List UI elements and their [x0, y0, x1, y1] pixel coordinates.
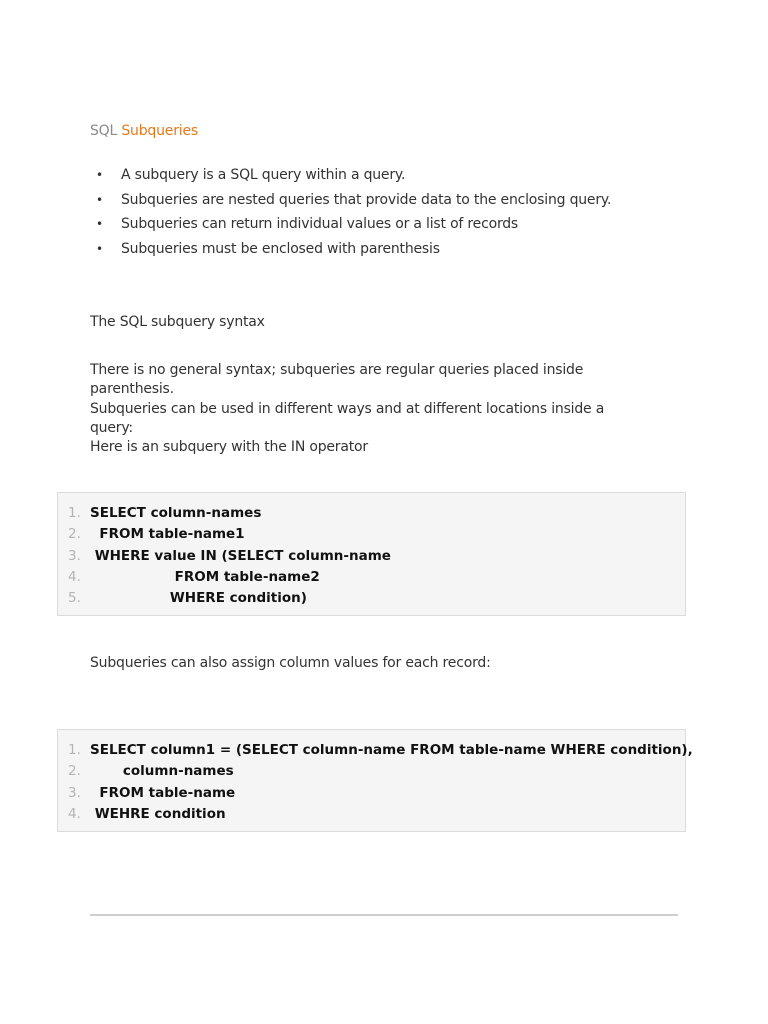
- line-number: 3.: [68, 784, 81, 801]
- page-divider: [90, 914, 678, 916]
- code-line: [58, 567, 685, 588]
- line-number: 4.: [68, 568, 81, 585]
- code-text: SELECT column1 = (SELECT column-name FROM table-name WHERE condition),: [90, 742, 693, 758]
- code-block-in-operator: [57, 492, 686, 616]
- list-item: [96, 214, 611, 239]
- assign-paragraph: Subqueries can also assign column values for each record:: [90, 655, 491, 671]
- line-number: 1.: [68, 505, 81, 521]
- list-item: [96, 239, 611, 264]
- code-text: FROM table-name1: [90, 526, 245, 543]
- code-line: [58, 783, 685, 804]
- code-text: WHERE value IN (SELECT column-name: [90, 547, 391, 564]
- list-item: [96, 190, 611, 215]
- bullet-list: [96, 165, 611, 263]
- line-number: 2.: [68, 526, 81, 543]
- code-text: FROM table-name2: [90, 568, 320, 585]
- code-line: [58, 740, 693, 761]
- paragraph-line: There is no general syntax; subqueries are regular queries placed inside: [90, 362, 584, 378]
- code-text: WEHRE condition: [90, 805, 226, 822]
- code-text: FROM table-name: [90, 784, 236, 801]
- title-prefix: SQL: [90, 123, 118, 139]
- line-number: 5.: [68, 590, 81, 607]
- line-number: 3.: [68, 547, 81, 564]
- syntax-heading: The SQL subquery syntax: [90, 314, 265, 330]
- code-line: [58, 761, 685, 782]
- line-number: 4.: [68, 805, 81, 822]
- bullet-icon: •: [96, 168, 103, 182]
- code-text: WHERE condition): [90, 590, 307, 607]
- code-text: column-names: [90, 763, 234, 780]
- bullet-text: Subqueries must be enclosed with parenthesis: [121, 240, 440, 257]
- bullet-icon: •: [96, 192, 103, 207]
- code-line: [58, 503, 685, 524]
- title-highlight: Subqueries: [121, 123, 198, 139]
- code-line: [58, 524, 685, 545]
- line-number: 1.: [68, 742, 81, 758]
- line-number: 2.: [68, 763, 81, 780]
- bullet-icon: •: [96, 241, 103, 256]
- paragraph-line: Subqueries can be used in different ways and at different locations inside a: [90, 400, 605, 417]
- code-line: [58, 546, 685, 567]
- bullet-text: A subquery is a SQL query within a query.: [121, 167, 406, 183]
- paragraph-line: query:: [90, 419, 133, 436]
- syntax-paragraph: [90, 361, 650, 457]
- bullet-text: Subqueries are nested queries that provide data to the enclosing query.: [121, 191, 612, 208]
- code-line: [58, 588, 685, 609]
- bullet-icon: •: [96, 217, 103, 231]
- paragraph-line: Here is an subquery with the IN operator: [90, 439, 368, 456]
- code-block-assign: [57, 729, 693, 832]
- code-text: SELECT column-names: [90, 505, 262, 521]
- bullet-text: Subqueries can return individual values or a list of records: [121, 216, 519, 232]
- page-title: [90, 123, 198, 139]
- list-item: [96, 165, 611, 190]
- paragraph-line: parenthesis.: [90, 381, 174, 398]
- code-line: [58, 804, 685, 825]
